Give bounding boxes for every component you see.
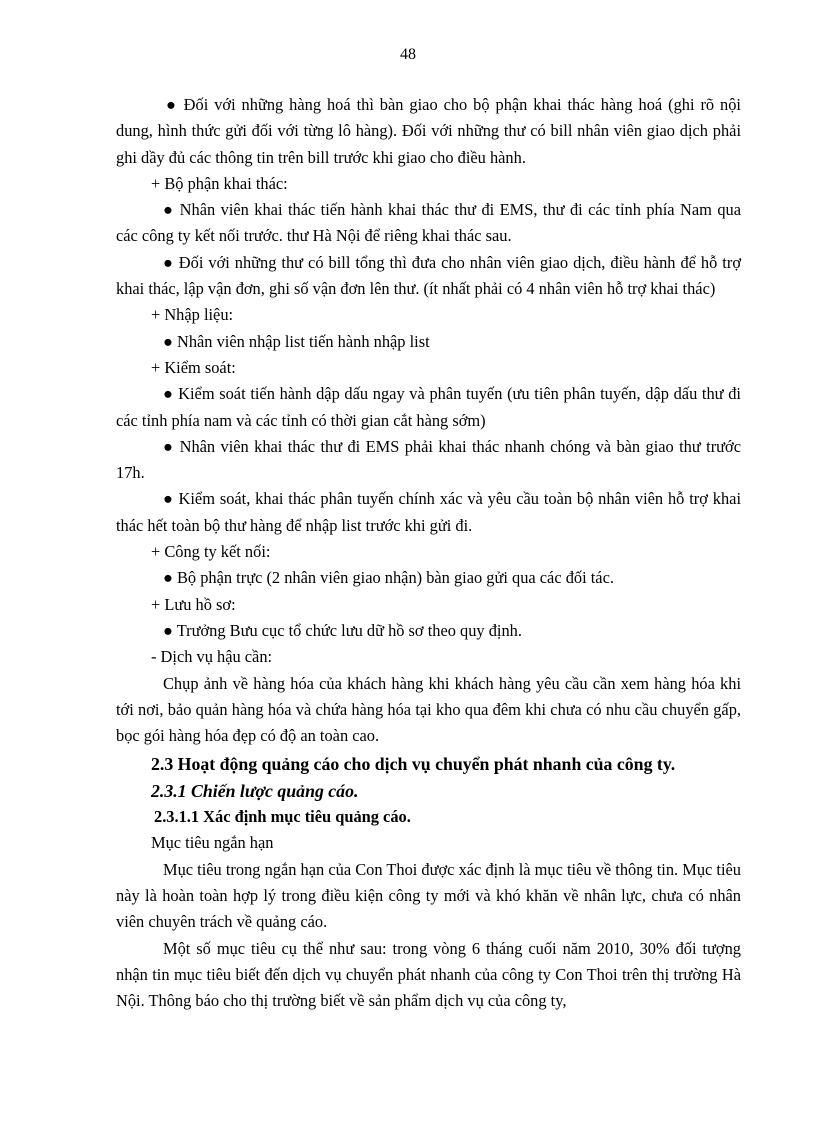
- paragraph-goods-handover: ● Đối với những hàng hoá thì bàn giao cho bộ phận khai thác hàng hoá (ghi rõ nội dung, hình thức gửi đối với từng lô hàng). Đối với những thư có bill nhân viên giao dịch phải ghi dầy đủ các thông tin trên bill trước khi giao cho điều hành.: [116, 95, 741, 167]
- paragraph-list-entry: ● Nhân viên nhập list tiến hành nhập list: [163, 331, 430, 351]
- paragraph-specific-goals: Một số mục tiêu cụ thể như sau: trong vòng 6 tháng cuối năm 2010, 30% đối tượng nhận tin mục tiêu biết đến dịch vụ chuyển phát nhanh của công ty Con Thoi trên thị trường Hà Nội. Thông báo cho thị trường biết về sản phẩm dịch vụ của công ty,: [116, 938, 741, 1011]
- section-heading-2-3: 2.3 Hoạt động quảng cáo cho dịch vụ chuyển phát nhanh của công ty.: [151, 754, 676, 775]
- page-body: [116, 92, 741, 1014]
- heading-hau-can: - Dịch vụ hậu cần:: [151, 647, 273, 667]
- heading-khai-thac: + Bộ phận khai thác:: [151, 173, 288, 193]
- paragraph-partner-handover: ● Bộ phận trực (2 nhân viên giao nhận) bàn giao gửi qua các đối tác.: [163, 568, 614, 588]
- section-heading-2-3-1: 2.3.1 Chiến lược quảng cáo.: [151, 780, 359, 801]
- heading-cong-ty-ket-noi: + Công ty kết nối:: [151, 542, 271, 562]
- heading-kiem-soat: + Kiểm soát:: [151, 357, 236, 377]
- paragraph-bill-support: ● Đối với những thư có bill tổng thì đưa cho nhân viên giao dịch, điều hành để hỗ trợ khai thác, lập vận đơn, ghi số vận đơn lên thư. (ít nhất phải có 4 nhân viên hỗ trợ khai thác): [116, 252, 741, 299]
- page-number: 48: [400, 46, 416, 63]
- paragraph-records-storage: ● Trưởng Bưu cục tổ chức lưu dữ hồ sơ theo quy định.: [163, 620, 522, 640]
- heading-nhap-lieu: + Nhập liệu:: [151, 305, 234, 325]
- paragraph-routing-accuracy: ● Kiểm soát, khai thác phân tuyến chính xác và yêu cầu toàn bộ nhân viên hỗ trợ khai thác hết toàn bộ thư hàng để nhập list trước khi gửi đi.: [116, 489, 741, 535]
- heading-luu-ho-so: + Lưu hồ sơ:: [151, 594, 236, 614]
- paragraph-stamping-routing: ● Kiểm soát tiến hành dập dấu ngay và phân tuyến (ưu tiên phân tuyến, dập dấu thư đi các tỉnh phía nam và các tỉnh có thời gian cắt hàng sớm): [116, 384, 741, 430]
- paragraph-ems-processing: ● Nhân viên khai thác tiến hành khai thác thư đi EMS, thư đi các tỉnh phía Nam qua các công ty kết nối trước. thư Hà Nội để riêng khai thác sau.: [116, 200, 741, 246]
- paragraph-logistics: Chụp ảnh về hàng hóa của khách hàng khi khách hàng yêu cầu cần xem hàng hóa khi tới nơi, bảo quản hàng hóa và chứa hàng hóa tại kho qua đêm khi chưa có nhu cầu chuyển gấp, bọc gói hàng hóa đẹp có độ an toàn cao.: [116, 673, 741, 746]
- section-heading-2-3-1-1: 2.3.1.1 Xác định mục tiêu quảng cáo.: [154, 807, 411, 827]
- paragraph-short-term-goal: Mục tiêu trong ngắn hạn của Con Thoi được xác định là mục tiêu về thông tin. Mục tiêu này là hoàn toàn hợp lý trong điều kiện công ty mới và khó khăn về nhân lực, chưa có nhân viên chuyên trách về quảng cáo.: [116, 859, 741, 932]
- paragraph-ems-deadline: ● Nhân viên khai thác thư đi EMS phải khai thác nhanh chóng và bàn giao thư trước 17h.: [116, 436, 741, 483]
- short-term-goal-label: Mục tiêu ngắn hạn: [151, 833, 274, 853]
